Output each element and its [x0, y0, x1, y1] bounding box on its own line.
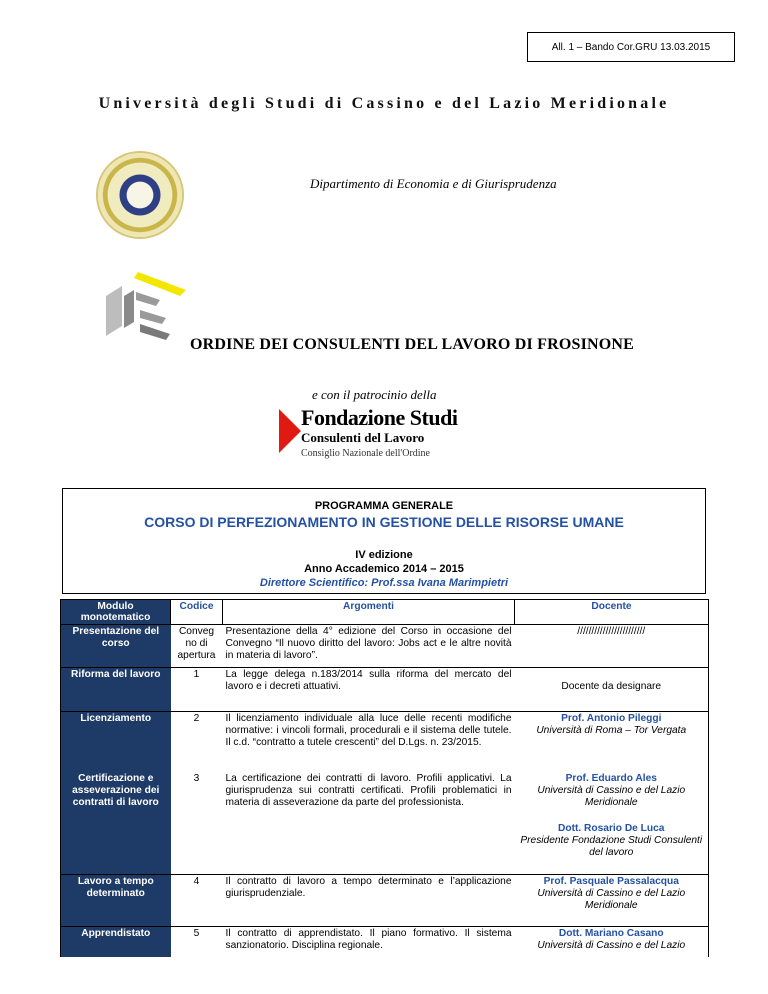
row-code: 1	[171, 668, 223, 712]
row-module: Riforma del lavoro	[61, 668, 171, 712]
scientific-director: Direttore Scientifico: Prof.ssa Ivana Marimpietri	[259, 577, 509, 589]
edition-info	[63, 548, 705, 576]
row-teacher-cell	[515, 875, 709, 927]
row-topic: Il contratto di lavoro a tempo determinato e l’applicazione giurisprudenziale.	[223, 875, 515, 927]
table-row	[61, 712, 709, 772]
row-module: Certificazione e asseverazione dei contratti di lavoro	[61, 772, 171, 875]
row-code: Conveg no di apertura	[171, 625, 223, 668]
row-topic: Il licenziamento individuale alla luce delle recenti modifiche normative: i vincoli formali, procedurali e il sistema delle tutele. Il c.d. “contratto a tutele crescenti” del D.Lgs. n. 23/2015.	[223, 712, 515, 772]
fondazione-line1: Fondazione Studi	[301, 405, 458, 430]
fondazione-line3: Consiglio Nazionale dell'Ordine	[301, 448, 430, 459]
programme-heading: PROGRAMMA GENERALE	[314, 500, 454, 512]
row-topic: La legge delega n.183/2014 sulla riforma del mercato del lavoro e i decreti attuativi.	[223, 668, 515, 712]
header-teacher: Docente	[515, 600, 709, 625]
row-teacher-cell	[515, 927, 709, 957]
fondazione-line2: Consulenti del Lavoro	[301, 430, 425, 445]
row-topic: Presentazione della 4° edizione del Corso in occasione del Convegno “Il nuovo diritto del lavoro: Jobs act e le altre novità in materia di lavoro”.	[223, 625, 515, 668]
teacher-affiliation: Università di Cassino e del Lazio Meridionale	[537, 784, 686, 808]
header-code: Codice	[171, 600, 223, 625]
reference-text: All. 1 – Bando Cor.GRU 13.03.2015	[551, 41, 711, 53]
header-module: Modulo monotematico	[61, 600, 171, 625]
teacher-name: Prof. Pasquale Passalacqua	[543, 876, 679, 887]
table-row	[61, 668, 709, 712]
row-topic: Il contratto di apprendistato. Il piano formativo. Il sistema sanzionatorio. Disciplina regionale.	[223, 927, 515, 957]
table-row	[61, 875, 709, 927]
order-title: ORDINE DEI CONSULENTI DEL LAVORO DI FROSINONE	[190, 336, 635, 353]
university-title: Università degli Studi di Cassino e del Lazio Meridionale	[98, 95, 670, 112]
fondazione-logo	[279, 405, 489, 459]
table-header-row	[61, 600, 709, 625]
teacher2-name: Dott. Rosario De Luca	[558, 822, 665, 834]
row-module: Presentazione del corso	[61, 625, 171, 668]
teacher-affiliation: Università di Cassino e del Lazio Meridionale	[537, 888, 686, 911]
university-seal	[98, 153, 182, 237]
teacher2-affiliation: Presidente Fondazione Studi Consulenti del lavoro	[520, 834, 703, 858]
order-logo	[100, 266, 200, 346]
row-teacher-cell	[515, 712, 709, 772]
programme-table	[60, 599, 709, 957]
row-teacher-cell	[515, 772, 709, 875]
fondazione-triangle-icon	[279, 409, 301, 453]
row-module: Licenziamento	[61, 712, 171, 772]
teacher-name: Prof. Eduardo Ales	[565, 772, 657, 784]
row-teacher: ////////////////////////	[515, 625, 709, 668]
row-teacher-cell	[515, 668, 709, 712]
row-code: 2	[171, 712, 223, 772]
row-code: 5	[171, 927, 223, 957]
teacher-name: Dott. Mariano Casano	[558, 928, 664, 939]
reference-box	[527, 32, 735, 62]
row-teacher: Docente da designare	[561, 681, 662, 692]
patronage-text: e con il patrocinio della	[312, 387, 437, 402]
row-topic: La certificazione dei contratti di lavoro. Profili applicativi. La giurisprudenza sui contratti certificati. Profili problematici in materia di asseverazione da parte del professionista.	[225, 772, 512, 808]
edition-label: IV edizione	[355, 549, 413, 561]
row-code: 4	[171, 875, 223, 927]
table-row	[61, 625, 709, 668]
academic-year: Anno Accademico 2014 – 2015	[304, 563, 464, 575]
row-code: 3	[193, 772, 200, 784]
teacher-affiliation: Università di Roma – Tor Vergata	[536, 725, 687, 736]
teacher-name: Prof. Antonio Pileggi	[561, 713, 662, 724]
table-row	[61, 927, 709, 957]
teacher-affiliation: Università di Cassino e del Lazio	[537, 940, 686, 951]
table-row	[61, 772, 709, 875]
header-topics: Argomenti	[223, 600, 515, 625]
row-module: Lavoro a tempo determinato	[61, 875, 171, 927]
department-name: Dipartimento di Economia e di Giurisprudenza	[310, 176, 557, 191]
course-title: CORSO DI PERFEZIONAMENTO IN GESTIONE DELLE RISORSE UMANE	[144, 514, 624, 530]
row-module: Apprendistato	[61, 927, 171, 957]
